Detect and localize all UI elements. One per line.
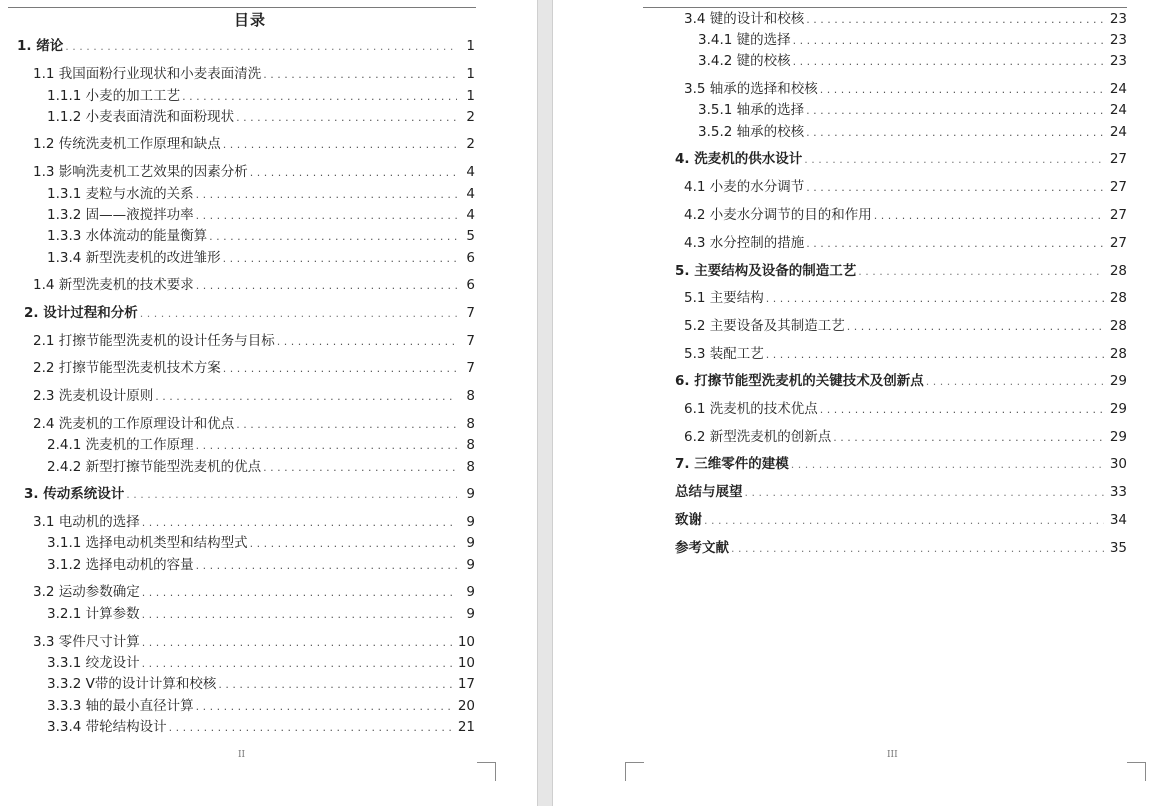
toc-entry[interactable] (47, 227, 475, 245)
toc-entry-page-number: 24 (1109, 102, 1127, 118)
toc-entry-page-number: 35 (1109, 540, 1127, 556)
toc-title: 目录 (233, 11, 266, 29)
toc-entry-label: 参考文献 (675, 540, 729, 556)
toc-dot-leader (223, 250, 457, 268)
toc-dot-leader (250, 535, 457, 553)
toc-dot-leader (806, 179, 1104, 197)
page-gap (537, 0, 553, 806)
toc-entry-label: 1.2 传统洗麦机工作原理和缺点 (33, 136, 221, 152)
toc-dot-leader (874, 207, 1104, 225)
toc-entry-label: 2.2 打擦节能型洗麦机技术方案 (33, 360, 221, 376)
toc-dot-leader (263, 459, 457, 477)
toc-entry[interactable] (684, 10, 1127, 28)
toc-entry-page-number: 1 (466, 88, 475, 104)
toc-entry-page-number: 28 (1109, 346, 1127, 362)
toc-entry-label: 3.3.2 V带的设计计算和校核 (47, 676, 217, 692)
toc-entry-label: 3.4.2 键的校核 (698, 53, 791, 69)
toc-entry-label: 6.2 新型洗麦机的创新点 (684, 429, 832, 445)
toc-entry-label: 2.4 洗麦机的工作原理设计和优点 (33, 416, 235, 432)
toc-entry-label: 致谢 (675, 512, 702, 528)
toc-entry-label: 1.1.2 小麦表面清洗和面粉现状 (47, 109, 235, 125)
toc-entry[interactable] (47, 605, 475, 623)
toc-entry-page-number: 8 (466, 459, 475, 475)
toc-dot-leader (196, 277, 457, 295)
toc-entry[interactable] (33, 415, 475, 433)
toc-entry[interactable] (684, 234, 1127, 252)
toc-entry[interactable] (47, 206, 475, 224)
toc-entry[interactable] (47, 436, 475, 454)
toc-entry[interactable] (47, 87, 475, 105)
toc-entry-page-number: 28 (1109, 263, 1127, 279)
toc-entry-label: 3.4.1 键的选择 (698, 32, 791, 48)
toc-entry-label: 3. 传动系统设计 (24, 486, 125, 502)
toc-entry-label: 3.1.2 选择电动机的容量 (47, 557, 194, 573)
toc-entry[interactable] (675, 372, 1127, 390)
page-number-footer: II (238, 750, 246, 760)
toc-entry[interactable] (698, 31, 1127, 49)
toc-entry-label: 1.1.1 小麦的加工工艺 (47, 88, 181, 104)
toc-dot-leader (236, 109, 457, 127)
toc-entry[interactable] (684, 317, 1127, 335)
page-corner-mark (625, 762, 644, 781)
toc-entry[interactable] (698, 101, 1127, 119)
toc-entry-label: 3.1.1 选择电动机类型和结构型式 (47, 535, 248, 551)
toc-entry-label: 1.1 我国面粉行业现状和小麦表面清洗 (33, 66, 262, 82)
toc-entry-page-number: 4 (466, 164, 475, 180)
toc-dot-leader (704, 512, 1104, 530)
toc-entry-label: 2.4.1 洗麦机的工作原理 (47, 437, 194, 453)
toc-entry-page-number: 9 (466, 557, 475, 573)
toc-entry-label: 1.3.1 麦粒与水流的关系 (47, 186, 194, 202)
toc-entry[interactable] (24, 304, 475, 322)
toc-dot-leader (196, 698, 452, 716)
toc-entry-page-number: 2 (466, 109, 475, 125)
toc-dot-leader (806, 11, 1104, 29)
toc-dot-leader (155, 388, 457, 406)
toc-dot-leader (142, 584, 457, 602)
toc-entry[interactable] (47, 458, 475, 476)
toc-entry-page-number: 8 (466, 416, 475, 432)
page-top-rule (643, 7, 1127, 8)
toc-entry[interactable] (24, 485, 475, 503)
toc-entry-page-number: 27 (1109, 207, 1127, 223)
toc-entry-page-number: 21 (457, 719, 475, 735)
toc-dot-leader (833, 429, 1104, 447)
toc-entry-label: 5.1 主要结构 (684, 290, 764, 306)
toc-page-right (553, 0, 1162, 806)
toc-dot-leader (793, 32, 1104, 50)
toc-entry-label: 5.2 主要设备及其制造工艺 (684, 318, 845, 334)
toc-dot-leader (196, 557, 457, 575)
toc-entry[interactable] (684, 289, 1127, 307)
toc-entry[interactable] (33, 332, 475, 350)
toc-entry-label: 4.2 小麦水分调节的目的和作用 (684, 207, 872, 223)
toc-entry[interactable] (47, 718, 475, 736)
toc-entry-page-number: 29 (1109, 373, 1127, 389)
toc-entry[interactable] (33, 633, 475, 651)
toc-entry[interactable] (684, 206, 1127, 224)
toc-dot-leader (277, 333, 457, 351)
toc-entry-page-number: 7 (466, 333, 475, 349)
toc-entry-label: 3.3.3 轴的最小直径计算 (47, 698, 194, 714)
toc-entry-label: 7. 三维零件的建模 (675, 456, 789, 472)
toc-entry[interactable] (33, 359, 475, 377)
toc-entry-label: 1.3.4 新型洗麦机的改进雏形 (47, 250, 221, 266)
toc-dot-leader (793, 53, 1104, 71)
toc-dot-leader (820, 81, 1104, 99)
toc-entry-page-number: 17 (457, 676, 475, 692)
toc-entry-page-number: 9 (466, 584, 475, 600)
toc-entry[interactable] (675, 511, 1127, 529)
toc-entry-label: 3.3 零件尺寸计算 (33, 634, 140, 650)
toc-dot-leader (65, 38, 457, 56)
toc-entry-page-number: 7 (466, 305, 475, 321)
toc-entry-label: 3.3.4 带轮结构设计 (47, 719, 167, 735)
toc-dot-leader (731, 540, 1104, 558)
toc-entry[interactable] (675, 262, 1127, 280)
toc-dot-leader (142, 606, 457, 624)
toc-dot-leader (806, 102, 1104, 120)
toc-entry-label: 4.1 小麦的水分调节 (684, 179, 805, 195)
toc-entry[interactable] (684, 345, 1127, 363)
toc-entry-page-number: 27 (1109, 235, 1127, 251)
toc-entry-label: 1. 绪论 (17, 38, 64, 54)
toc-dot-leader (858, 263, 1104, 281)
toc-entry-label: 1.3 影响洗麦机工艺效果的因素分析 (33, 164, 248, 180)
toc-entry[interactable] (47, 534, 475, 552)
toc-entry-label: 3.1 电动机的选择 (33, 514, 140, 530)
toc-dot-leader (926, 373, 1104, 391)
page-corner-mark (477, 762, 496, 781)
toc-entry[interactable] (33, 163, 475, 181)
toc-entry-page-number: 29 (1109, 401, 1127, 417)
toc-entry-page-number: 30 (1109, 456, 1127, 472)
toc-entry-label: 3.2 运动参数确定 (33, 584, 140, 600)
toc-entry-page-number: 9 (466, 514, 475, 530)
toc-entry-page-number: 2 (466, 136, 475, 152)
toc-entry-page-number: 5 (466, 228, 475, 244)
toc-entry-page-number: 27 (1109, 179, 1127, 195)
toc-dot-leader (140, 305, 457, 323)
toc-entry[interactable] (675, 483, 1127, 501)
toc-dot-leader (196, 186, 457, 204)
toc-entry-page-number: 6 (466, 250, 475, 266)
toc-entry[interactable] (698, 52, 1127, 70)
toc-entry-label: 3.4 键的设计和校核 (684, 11, 805, 27)
toc-entry-label: 2.4.2 新型打擦节能型洗麦机的优点 (47, 459, 262, 475)
toc-entry[interactable] (47, 697, 475, 715)
toc-dot-leader (223, 136, 457, 154)
toc-entry[interactable] (33, 387, 475, 405)
toc-entry[interactable] (684, 428, 1127, 446)
toc-entry[interactable] (47, 108, 475, 126)
toc-entry[interactable] (684, 178, 1127, 196)
toc-entry-page-number: 24 (1109, 124, 1127, 140)
toc-entry[interactable] (698, 123, 1127, 141)
toc-entry-label: 5. 主要结构及设备的制造工艺 (675, 263, 857, 279)
toc-entry[interactable] (47, 249, 475, 267)
toc-entry[interactable] (17, 37, 475, 55)
toc-entry[interactable] (47, 675, 475, 693)
toc-entry[interactable] (33, 65, 475, 83)
toc-entry-label: 1.3.2 固——液搅拌功率 (47, 207, 194, 223)
toc-entry-page-number: 1 (466, 66, 475, 82)
toc-entry-page-number: 24 (1109, 81, 1127, 97)
toc-entry-page-number: 4 (466, 186, 475, 202)
toc-dot-leader (223, 360, 457, 378)
toc-entry[interactable] (33, 135, 475, 153)
toc-entry[interactable] (675, 455, 1127, 473)
toc-entry[interactable] (684, 400, 1127, 418)
toc-entry[interactable] (33, 513, 475, 531)
toc-dot-leader (142, 634, 452, 652)
toc-dot-leader (847, 318, 1104, 336)
toc-entry-page-number: 20 (457, 698, 475, 714)
toc-entry-page-number: 33 (1109, 484, 1127, 500)
toc-entry[interactable] (684, 80, 1127, 98)
toc-entry-page-number: 8 (466, 388, 475, 404)
toc-entry-label: 4.3 水分控制的措施 (684, 235, 805, 251)
toc-dot-leader (806, 235, 1104, 253)
toc-dot-leader (209, 228, 457, 246)
toc-dot-leader (250, 164, 457, 182)
toc-entry-page-number: 10 (457, 634, 475, 650)
toc-entry-page-number: 29 (1109, 429, 1127, 445)
toc-entry-label: 1.4 新型洗麦机的技术要求 (33, 277, 194, 293)
toc-entry-page-number: 6 (466, 277, 475, 293)
toc-entry-page-number: 9 (466, 535, 475, 551)
toc-entry-page-number: 23 (1109, 32, 1127, 48)
toc-entry-label: 3.5.2 轴承的校核 (698, 124, 805, 140)
toc-dot-leader (196, 207, 457, 225)
toc-entry-label: 总结与展望 (675, 484, 743, 500)
toc-dot-leader (766, 290, 1104, 308)
toc-dot-leader (820, 401, 1104, 419)
toc-dot-leader (745, 484, 1104, 502)
toc-entry-page-number: 9 (466, 606, 475, 622)
toc-entry[interactable] (33, 276, 475, 294)
page-number-footer: III (887, 750, 898, 760)
toc-entry-page-number: 23 (1109, 11, 1127, 27)
toc-entry-page-number: 1 (466, 38, 475, 54)
toc-entry-page-number: 10 (457, 655, 475, 671)
page-corner-mark (1127, 762, 1146, 781)
toc-dot-leader (804, 151, 1104, 169)
toc-entry-label: 4. 洗麦机的供水设计 (675, 151, 803, 167)
toc-entry-label: 5.3 装配工艺 (684, 346, 764, 362)
toc-dot-leader (766, 346, 1104, 364)
toc-entry-label: 2. 设计过程和分析 (24, 305, 138, 321)
toc-entry-label: 3.3.1 绞龙设计 (47, 655, 140, 671)
toc-entry-label: 3.5.1 轴承的选择 (698, 102, 805, 118)
toc-dot-leader (142, 514, 457, 532)
toc-entry[interactable] (47, 556, 475, 574)
toc-entry-label: 2.1 打擦节能型洗麦机的设计任务与目标 (33, 333, 275, 349)
toc-page-left (0, 0, 537, 806)
page-top-rule (8, 7, 476, 8)
toc-dot-leader (126, 486, 457, 504)
toc-entry-page-number: 4 (466, 207, 475, 223)
toc-dot-leader (169, 719, 452, 737)
toc-entry-page-number: 8 (466, 437, 475, 453)
toc-entry[interactable] (33, 583, 475, 601)
toc-entry-page-number: 9 (466, 486, 475, 502)
toc-entry-label: 3.5 轴承的选择和校核 (684, 81, 818, 97)
toc-dot-leader (142, 655, 452, 673)
toc-entry[interactable] (47, 654, 475, 672)
toc-entry[interactable] (675, 539, 1127, 557)
toc-entry-page-number: 7 (466, 360, 475, 376)
toc-dot-leader (218, 676, 451, 694)
toc-entry[interactable] (675, 150, 1127, 168)
toc-entry-label: 1.3.3 水体流动的能量衡算 (47, 228, 208, 244)
toc-entry-label: 6.1 洗麦机的技术优点 (684, 401, 818, 417)
toc-entry-page-number: 27 (1109, 151, 1127, 167)
toc-dot-leader (196, 437, 457, 455)
toc-entry-label: 2.3 洗麦机设计原则 (33, 388, 154, 404)
toc-entry[interactable] (47, 185, 475, 203)
toc-entry-page-number: 34 (1109, 512, 1127, 528)
toc-entry-page-number: 28 (1109, 290, 1127, 306)
toc-dot-leader (182, 88, 457, 106)
toc-dot-leader (791, 456, 1104, 474)
toc-dot-leader (236, 416, 457, 434)
toc-entry-page-number: 28 (1109, 318, 1127, 334)
toc-entry-page-number: 23 (1109, 53, 1127, 69)
toc-dot-leader (806, 124, 1104, 142)
toc-entry-label: 3.2.1 计算参数 (47, 606, 140, 622)
toc-dot-leader (263, 66, 457, 84)
toc-entry-label: 6. 打擦节能型洗麦机的关键技术及创新点 (675, 373, 924, 389)
